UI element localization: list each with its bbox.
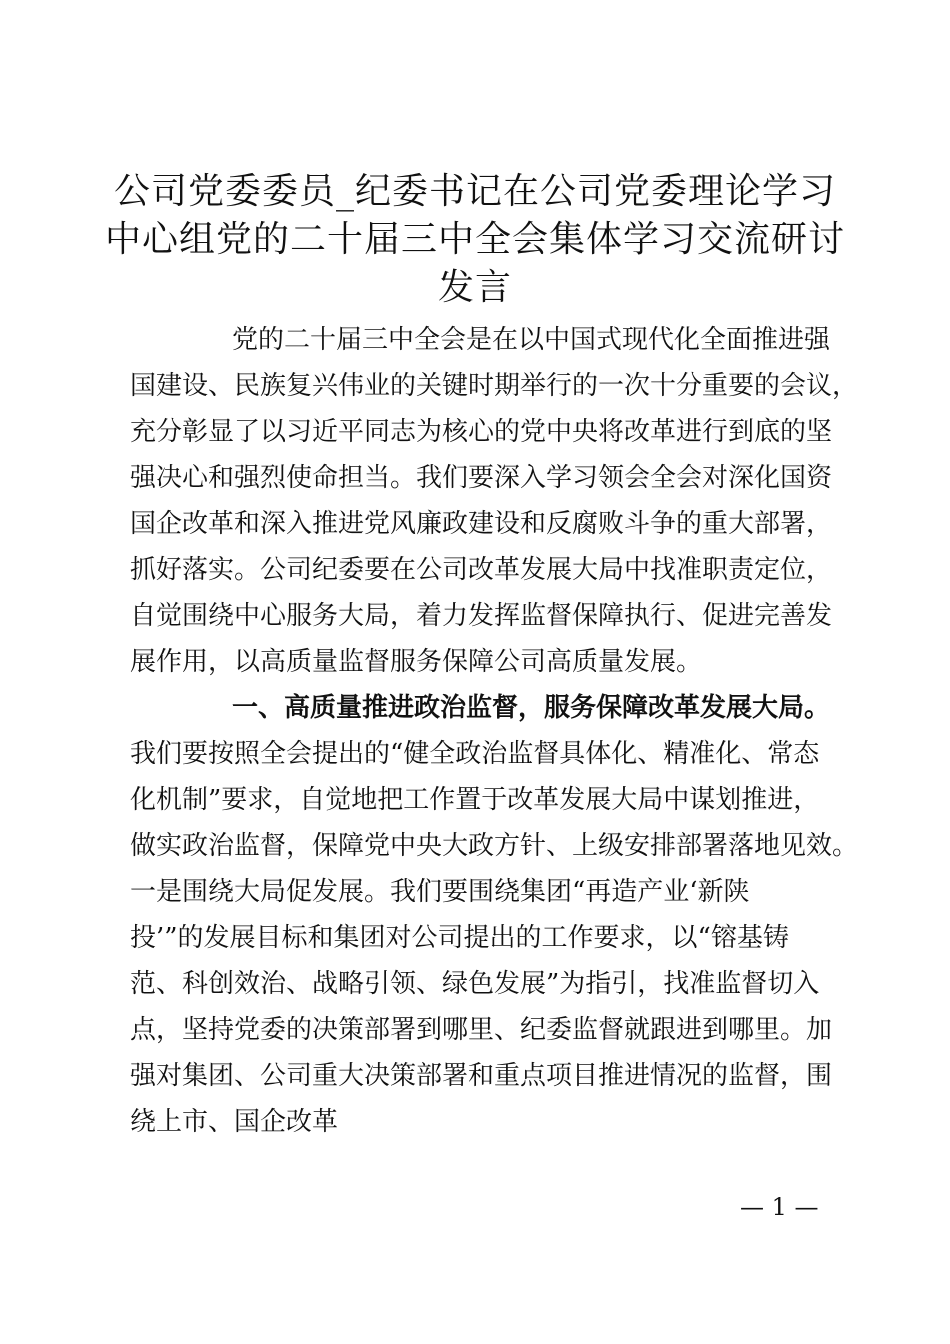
body-line: 强决心和强烈使命担当。我们要深入学习领会全会对深化国资 — [130, 463, 833, 493]
body-line: 一是围绕大局促发展。我们要围绕集团“再造产业‘新陕 — [130, 877, 750, 907]
body-line: 国建设、民族复兴伟业的关键时期举行的一次十分重要的会议， — [130, 371, 859, 401]
section-heading: 一、高质量推进政治监督，服务保障改革发展大局。 — [232, 693, 831, 723]
body-line: 我们要按照全会提出的“健全政治监督具体化、精准化、常态 — [130, 739, 820, 769]
body-line: 自觉围绕中心服务大局，着力发挥监督保障执行、促进完善发 — [130, 601, 833, 631]
body-line: 做实政治监督，保障党中央大政方针、上级安排部署落地见效。 — [130, 831, 859, 861]
body-line: 范、科创效治、战略引领、绿色发展”为指引，找准监督切入 — [130, 969, 820, 999]
body-line: 化机制”要求，自觉地把工作置于改革发展大局中谋划推进， — [130, 785, 820, 815]
body-line: 强对集团、公司重大决策部署和重点项目推进情况的监督，围 — [130, 1061, 833, 1091]
body-line: 点，坚持党委的决策部署到哪里、纪委监督就跟进到哪里。加 — [130, 1015, 833, 1045]
title-line: 发言 — [437, 267, 512, 308]
body-line: 抓好落实。公司纪委要在公司改革发展大局中找准职责定位， — [130, 555, 833, 585]
body-line: 国企改革和深入推进党风廉政建设和反腐败斗争的重大部署， — [130, 509, 833, 539]
page-number: — 1 — — [740, 1193, 819, 1221]
body-line: 绕上市、国企改革 — [130, 1107, 339, 1137]
body-line: 党的二十届三中全会是在以中国式现代化全面推进强 — [232, 325, 831, 355]
body-line: 充分彰显了以习近平同志为核心的党中央将改革进行到底的坚 — [130, 417, 833, 447]
document-title — [90, 168, 860, 312]
body-line: 展作用，以高质量监督服务保障公司高质量发展。 — [130, 647, 703, 677]
title-line: 公司党委委员_纪委书记在公司党委理论学习 — [113, 171, 836, 212]
title-line: 中心组党的二十届三中全会集体学习交流研讨 — [104, 219, 845, 260]
body-line: 投’”的发展目标和集团对公司提出的工作要求，以“镕基铸 — [130, 923, 789, 953]
